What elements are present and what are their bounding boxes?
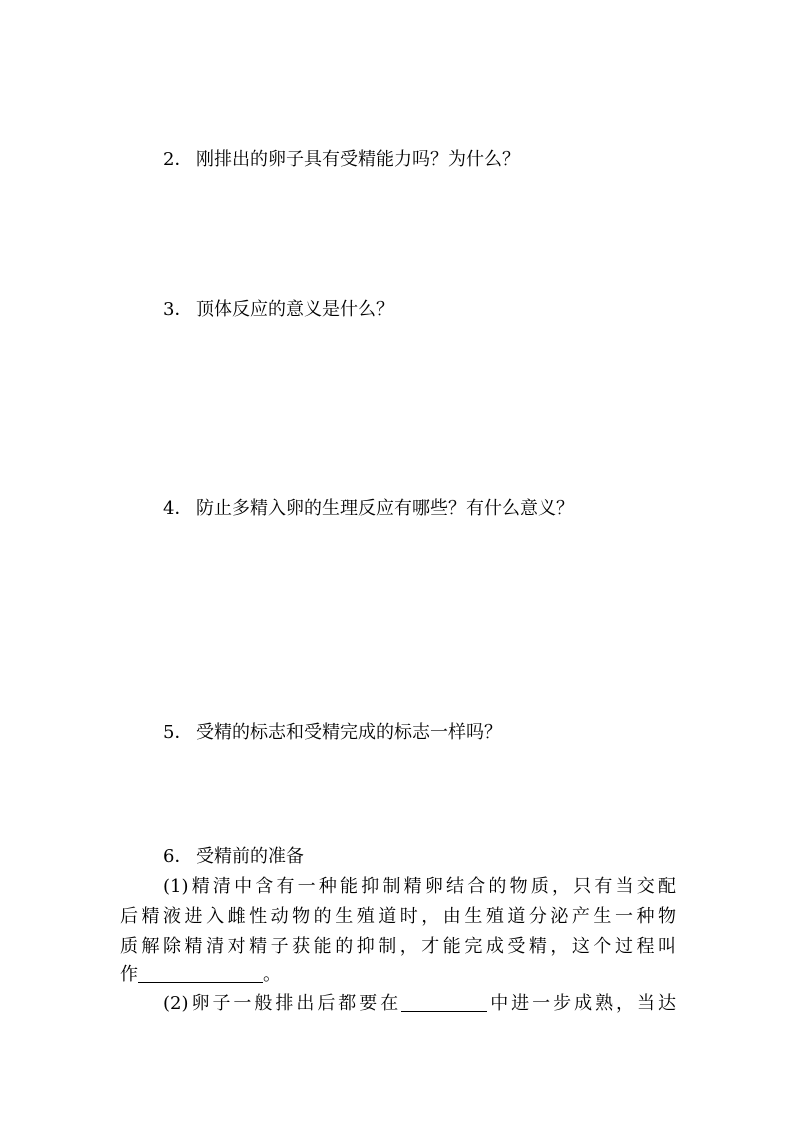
question-number: 2． xyxy=(163,149,193,170)
paragraph-line: 质解除精清对精子获能的抑制，才能完成受精，这个过程叫 xyxy=(120,936,676,957)
question-2 xyxy=(163,148,520,172)
question-text: 顶体反应的意义是什么？ xyxy=(196,299,394,320)
answer-blank[interactable] xyxy=(401,991,487,1012)
fill-in-paragraph xyxy=(120,874,676,1024)
line-prefix: 作 xyxy=(120,964,138,985)
question-number: 5． xyxy=(163,722,193,743)
line-suffix: 。 xyxy=(263,964,281,985)
question-text: 受精前的准备 xyxy=(196,846,304,867)
question-text: 刚排出的卵子具有受精能力吗？为什么？ xyxy=(196,149,520,170)
paragraph-line xyxy=(120,962,281,988)
question-3 xyxy=(163,298,394,322)
paragraph-line: 后精液进入雌性动物的生殖道时，由生殖道分泌产生一种物 xyxy=(120,906,676,927)
line-suffix: 中进一步成熟，当达 xyxy=(487,993,677,1014)
answer-blank[interactable] xyxy=(138,962,263,983)
question-number: 6． xyxy=(163,846,193,867)
paragraph-line: (1)精清中含有一种能抑制精卵结合的物质，只有当交配 xyxy=(163,876,676,897)
question-number: 3． xyxy=(163,299,193,320)
question-5 xyxy=(163,721,502,745)
question-4 xyxy=(163,497,574,521)
line-prefix: (2)卵子一般排出后都要在 xyxy=(163,993,402,1014)
question-text: 受精的标志和受精完成的标志一样吗？ xyxy=(196,722,502,743)
question-6 xyxy=(163,845,304,869)
question-number: 4． xyxy=(163,498,193,519)
paragraph-line xyxy=(163,991,676,1017)
question-text: 防止多精入卵的生理反应有哪些？有什么意义？ xyxy=(196,498,574,519)
